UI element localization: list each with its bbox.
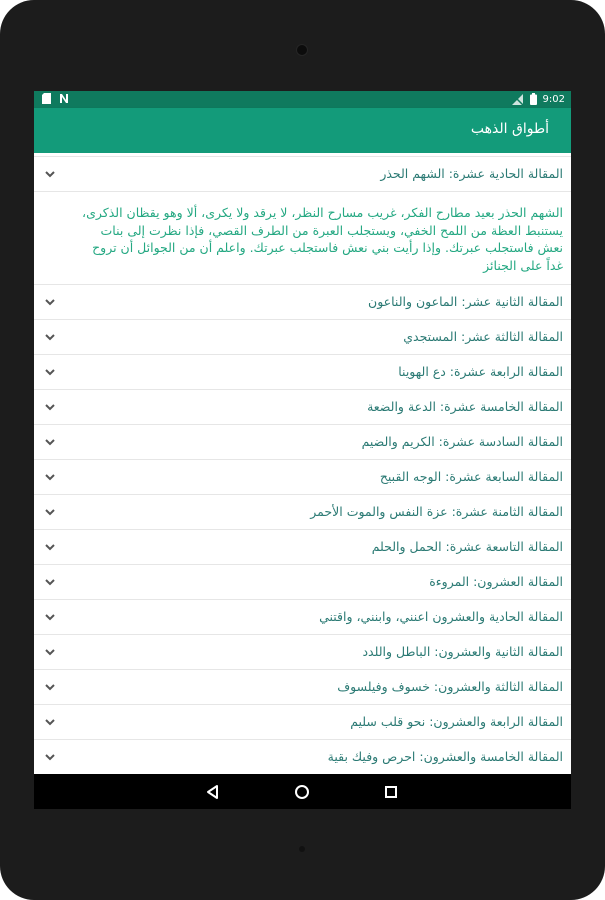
list-item[interactable] bbox=[34, 705, 571, 740]
app-screen bbox=[34, 91, 571, 809]
app-bar bbox=[34, 108, 571, 153]
battery-icon bbox=[530, 93, 537, 105]
navigation-bar bbox=[34, 774, 571, 809]
list-item[interactable] bbox=[34, 670, 571, 705]
front-camera bbox=[297, 45, 307, 55]
chevron-down-icon[interactable] bbox=[44, 751, 56, 763]
list-item[interactable] bbox=[34, 285, 571, 320]
list-item-title: المقالة العشرون: المروءة bbox=[429, 574, 563, 589]
chevron-down-icon[interactable] bbox=[44, 681, 56, 693]
list-item-title: المقالة الخامسة والعشرون: احرص وفيك بقية bbox=[327, 749, 563, 764]
list-item-title: المقالة الرابعة والعشرون: نحو قلب سليم bbox=[350, 714, 563, 729]
chevron-down-icon[interactable] bbox=[44, 716, 56, 728]
chevron-down-icon[interactable] bbox=[44, 296, 56, 308]
n-notification-icon bbox=[59, 93, 69, 104]
list-item[interactable] bbox=[34, 600, 571, 635]
list-item-title: المقالة الحادية والعشرون اعنني، وابنني، واقتني bbox=[319, 609, 563, 624]
chevron-down-icon[interactable] bbox=[44, 611, 56, 623]
list-item-title: المقالة الثالثة والعشرون: خسوف وفيلسوف bbox=[337, 679, 563, 694]
list-item-title: المقالة الثالثة عشر: المستجدي bbox=[403, 329, 563, 344]
chevron-down-icon[interactable] bbox=[44, 331, 56, 343]
back-icon[interactable] bbox=[204, 783, 222, 801]
chevron-down-icon[interactable] bbox=[44, 646, 56, 658]
list-item[interactable] bbox=[34, 740, 571, 774]
chevron-down-icon[interactable] bbox=[44, 436, 56, 448]
list-item-title: المقالة الخامسة عشرة: الدعة والضعة bbox=[367, 399, 563, 414]
chevron-down-icon[interactable] bbox=[44, 471, 56, 483]
list-item-title: المقالة الثانية والعشرون: الباطل واللدد bbox=[362, 644, 563, 659]
list-item[interactable] bbox=[34, 425, 571, 460]
sd-card-icon bbox=[42, 93, 51, 104]
list-item[interactable] bbox=[34, 530, 571, 565]
list-item-title: المقالة الثانية عشر: الماعون والناعون bbox=[368, 294, 563, 309]
chevron-down-icon[interactable] bbox=[44, 168, 56, 180]
home-icon[interactable] bbox=[293, 783, 311, 801]
list-item-expanded-header[interactable] bbox=[34, 157, 571, 192]
list-item-title: المقالة السادسة عشرة: الكريم والضيم bbox=[361, 434, 563, 449]
list-item[interactable] bbox=[34, 320, 571, 355]
list-item[interactable] bbox=[34, 460, 571, 495]
list-item-title: المقالة التاسعة عشرة: الحمل والحلم bbox=[371, 539, 563, 554]
list-item[interactable] bbox=[34, 565, 571, 600]
app-title: أطواق الذهب bbox=[470, 121, 549, 137]
chevron-down-icon[interactable] bbox=[44, 506, 56, 518]
expanded-body-text: الشهم الحذر بعيد مطارح الفكر، غريب مسارح النظر، لا يرقد ولا يكرى، ألا وهو يقظان الذكرى، يستنبط العظة من اللمح الخفي، ويستجلب العبرة من الطرف القصي، فإذا نظرت إلى بنات نعش فاستجلب عبرتك. وإذا رأيت بني نعش فاستجلب عبرتك. واعلم أن من الجوائل أن تروح غداً على الجنائز bbox=[34, 192, 571, 285]
chevron-down-icon[interactable] bbox=[44, 541, 56, 553]
chevron-down-icon[interactable] bbox=[44, 576, 56, 588]
status-time: 9:02 bbox=[542, 93, 565, 105]
chevron-down-icon[interactable] bbox=[44, 366, 56, 378]
chapters-list[interactable] bbox=[34, 153, 571, 774]
list-item-title: المقالة الثامنة عشرة: عزة النفس والموت الأحمر bbox=[310, 504, 563, 519]
list-item-title: المقالة الرابعة عشرة: دع الهوينا bbox=[398, 364, 563, 379]
list-item[interactable] bbox=[34, 495, 571, 530]
device-sensor bbox=[299, 846, 305, 852]
recents-icon[interactable] bbox=[382, 783, 400, 801]
list-item-title: المقالة الحادية عشرة: الشهم الحذر bbox=[380, 166, 563, 181]
no-sim-icon bbox=[512, 94, 524, 105]
list-item[interactable] bbox=[34, 355, 571, 390]
status-bar bbox=[34, 91, 571, 108]
list-item[interactable] bbox=[34, 635, 571, 670]
list-item-title: المقالة السابعة عشرة: الوجه القبيح bbox=[379, 469, 563, 484]
chevron-down-icon[interactable] bbox=[44, 401, 56, 413]
list-item[interactable] bbox=[34, 390, 571, 425]
